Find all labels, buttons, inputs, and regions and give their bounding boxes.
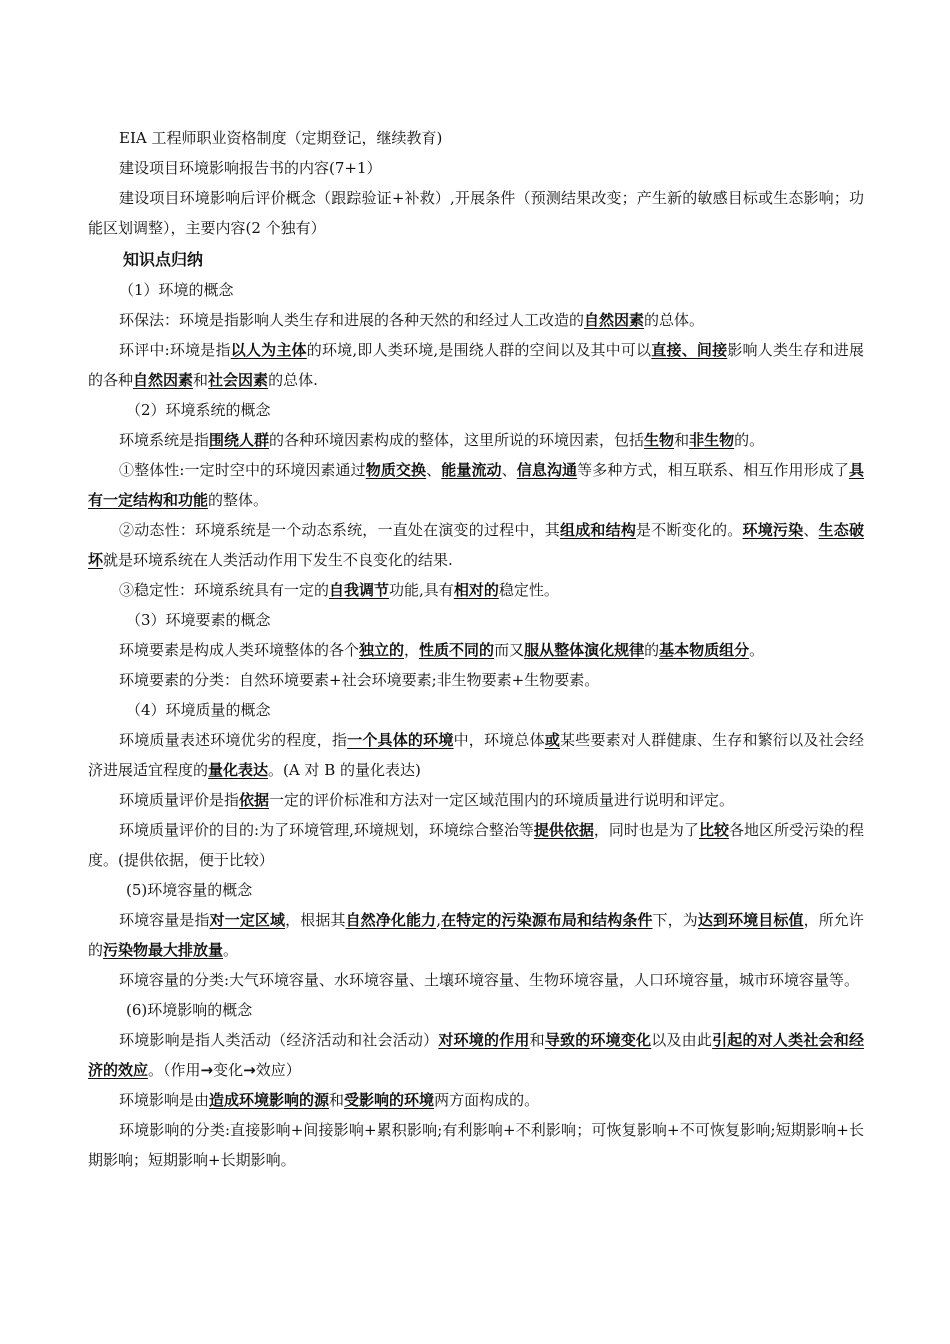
text-run: 。（作用 <box>148 1061 201 1079</box>
text-run: 以及由此 <box>651 1031 713 1049</box>
text-run: 变化 <box>213 1061 244 1079</box>
text-run: 环境影响是指人类活动（经济活动和社会活动） <box>119 1031 439 1049</box>
text-run: 、 <box>501 461 517 479</box>
text-run: 就是环境系统在人类活动作用下发生不良变化的结果. <box>103 551 453 569</box>
key-term: 在特定的污染源布局和结构条件 <box>440 911 653 929</box>
text-run: 、 <box>803 521 819 539</box>
text-run: ③稳定性：环境系统具有一定的 <box>119 581 330 599</box>
text-run: 。 <box>749 641 765 659</box>
text-run: 环境要素是构成人类环境整体的各个 <box>119 641 360 659</box>
paragraph <box>88 1025 864 1085</box>
text-run: 而又 <box>494 641 525 659</box>
text-run: 的。 <box>734 431 765 449</box>
text-run: 环境质量评价的目的:为了环境管理,环境规划，环境综合整治等 <box>119 821 534 839</box>
text-run: 的 <box>644 641 660 659</box>
key-term: 自然因素 <box>133 371 194 389</box>
text-run: 两方面构成的。 <box>434 1091 540 1109</box>
key-term: 性质不同的 <box>419 641 495 659</box>
subsection-title: （1）环境的概念 <box>119 281 234 299</box>
key-term: 具有一定结构和功能 <box>88 461 864 509</box>
key-term: 量化表达 <box>208 761 269 779</box>
paragraph: 环境影响的分类:直接影响+间接影响+累积影响;有利影响+不利影响；可恢复影响+不可恢复影响;短期影响+长期影响；短期影响+长期影响。 <box>88 1121 864 1169</box>
key-term: 独立的 <box>359 641 405 659</box>
key-term: 生态破坏 <box>88 521 864 569</box>
intro-line: EIA 工程师职业资格制度（定期登记，继续教育) <box>119 129 443 147</box>
arrow-right-icon: → <box>200 1061 214 1079</box>
paragraph <box>88 785 864 815</box>
text-run: 各地区所受污染的程度。(提供依据，便于比较） <box>88 821 864 869</box>
paragraph <box>88 725 864 785</box>
text-run: 某些要素对人群健康、生存和繁衍以及社会经济进展适宜程度的 <box>88 731 864 779</box>
text-run: ， <box>404 641 420 659</box>
key-term: 组成和结构 <box>560 521 637 539</box>
subsection-title: (5)环境容量的概念 <box>126 881 253 899</box>
text-run: 环境容量是指 <box>119 911 210 929</box>
paragraph <box>88 515 864 575</box>
paragraph <box>88 905 864 965</box>
key-term: 生物 <box>644 431 675 449</box>
key-term: 物质交换 <box>365 461 427 479</box>
subsection-title: (6)环境影响的概念 <box>126 1001 253 1019</box>
text-run: 的总体。 <box>644 311 705 329</box>
subsection-title: （4）环境质量的概念 <box>126 701 271 719</box>
key-term: 围绕人群 <box>209 431 270 449</box>
text-run: 环境影响是由 <box>119 1091 210 1109</box>
key-term: 自然因素 <box>584 311 645 329</box>
key-term: 社会因素 <box>208 371 269 389</box>
text-run: 等多种方式，相互联系、相互作用形成了 <box>577 461 849 479</box>
text-run: ①整体性:一定时空中的环境因素通过 <box>119 461 366 479</box>
key-term: 环境污染 <box>742 521 804 539</box>
key-term: 依据 <box>239 791 270 809</box>
text-run: , <box>436 911 441 929</box>
key-term: 非生物 <box>689 431 735 449</box>
text-run: 是不断变化的。 <box>636 521 743 539</box>
key-term: 自我调节 <box>329 581 390 599</box>
key-term: 信息沟通 <box>516 461 578 479</box>
key-term: 提供依据 <box>533 821 594 839</box>
text-run: 的整体。 <box>208 491 269 509</box>
paragraph <box>88 575 864 605</box>
text-run: 。 <box>223 941 239 959</box>
text-run: 环评中:环境是指 <box>119 341 231 359</box>
paragraph <box>88 635 864 665</box>
key-term: 达到环境目标值 <box>697 911 804 929</box>
text-run: 的各种环境因素构成的整体，这里所说的环境因素，包括 <box>269 431 645 449</box>
key-term: 导致的环境变化 <box>544 1031 652 1049</box>
text-run: 的环境,即人类环境,是围绕人群的空间以及其中可以 <box>306 341 652 359</box>
text-run: 的总体. <box>268 371 318 389</box>
subsection-title: （2）环境系统的概念 <box>126 401 271 419</box>
text-run: ，同时也是为了 <box>593 821 699 839</box>
subsection-title: （3）环境要素的概念 <box>126 611 271 629</box>
text-run: 环保法：环境是指影响人类生存和进展的各种天然的和经过人工改造的 <box>119 311 585 329</box>
paragraph <box>88 335 864 395</box>
key-term: 能量流动 <box>441 461 502 479</box>
key-term: 比较 <box>698 821 729 839</box>
text-run: 下，为 <box>652 911 698 929</box>
intro-line: 建设项目环境影响后评价概念（跟踪验证+补救）,开展条件（预测结果改变；产生新的敏感目标或生态影响；功能区划调整），主要内容(2 个独有） <box>88 189 864 237</box>
key-term: 直接、间接 <box>651 341 728 359</box>
paragraph: 环境容量的分类:大气环境容量、水环境容量、土壤环境容量、生物环境容量，人口环境容量，城市环境容量等。 <box>119 971 860 989</box>
key-term: 造成环境影响的源 <box>209 1091 330 1109</box>
key-term: 一个具体的环境 <box>347 731 454 749</box>
paragraph <box>88 425 864 455</box>
text-run: 一定的评价标准和方法对一定区域范围内的环境质量进行说明和评定。 <box>269 791 735 809</box>
key-term: 服从整体演化规律 <box>524 641 645 659</box>
key-term: 污染物最大排放量 <box>103 941 224 959</box>
text-run: 和 <box>193 371 209 389</box>
text-run: 、 <box>426 461 442 479</box>
arrow-right-icon: → <box>243 1061 256 1079</box>
text-run: 。(A 对 B 的量化表达) <box>268 761 421 779</box>
paragraph <box>88 815 864 875</box>
text-run: 影响人类生存和进展的各种 <box>88 341 864 389</box>
text-run: 功能,具有 <box>389 581 454 599</box>
document-body <box>88 123 864 1175</box>
key-term: 或 <box>544 731 561 749</box>
paragraph <box>88 305 864 335</box>
section-heading: 知识点归纳 <box>123 250 204 269</box>
paragraph <box>88 1085 864 1115</box>
text-run: 环境质量评价是指 <box>119 791 240 809</box>
text-run: ②动态性：环境系统是一个动态系统，一直处在演变的过程中，其 <box>119 521 560 539</box>
key-term: 自然净化能力 <box>345 911 437 929</box>
text-run: ，根据其 <box>285 911 346 929</box>
text-run: 和 <box>529 1031 545 1049</box>
key-term: 受影响的环境 <box>344 1091 435 1109</box>
paragraph <box>88 455 864 515</box>
text-run: ，所允许的 <box>88 911 864 959</box>
text-run: 环境系统是指 <box>119 431 210 449</box>
key-term: 引起的对人类社会和经济的效应 <box>88 1031 864 1079</box>
text-run: 和 <box>674 431 690 449</box>
key-term: 相对的 <box>453 581 499 599</box>
key-term: 以人为主体 <box>230 341 307 359</box>
text-run: 和 <box>329 1091 345 1109</box>
key-term: 基本物质组分 <box>659 641 750 659</box>
text-run: 效应） <box>255 1061 301 1079</box>
key-term: 对一定区域 <box>209 911 286 929</box>
text-run: 环境质量表述环境优劣的程度，指 <box>119 731 348 749</box>
text-run: 中，环境总体 <box>453 731 545 749</box>
text-run: 稳定性。 <box>498 581 559 599</box>
intro-line: 建设项目环境影响报告书的内容(7+1） <box>119 159 382 177</box>
key-term: 对环境的作用 <box>438 1031 530 1049</box>
paragraph: 环境要素的分类：自然环境要素+社会环境要素;非生物要素+生物要素。 <box>119 671 600 689</box>
